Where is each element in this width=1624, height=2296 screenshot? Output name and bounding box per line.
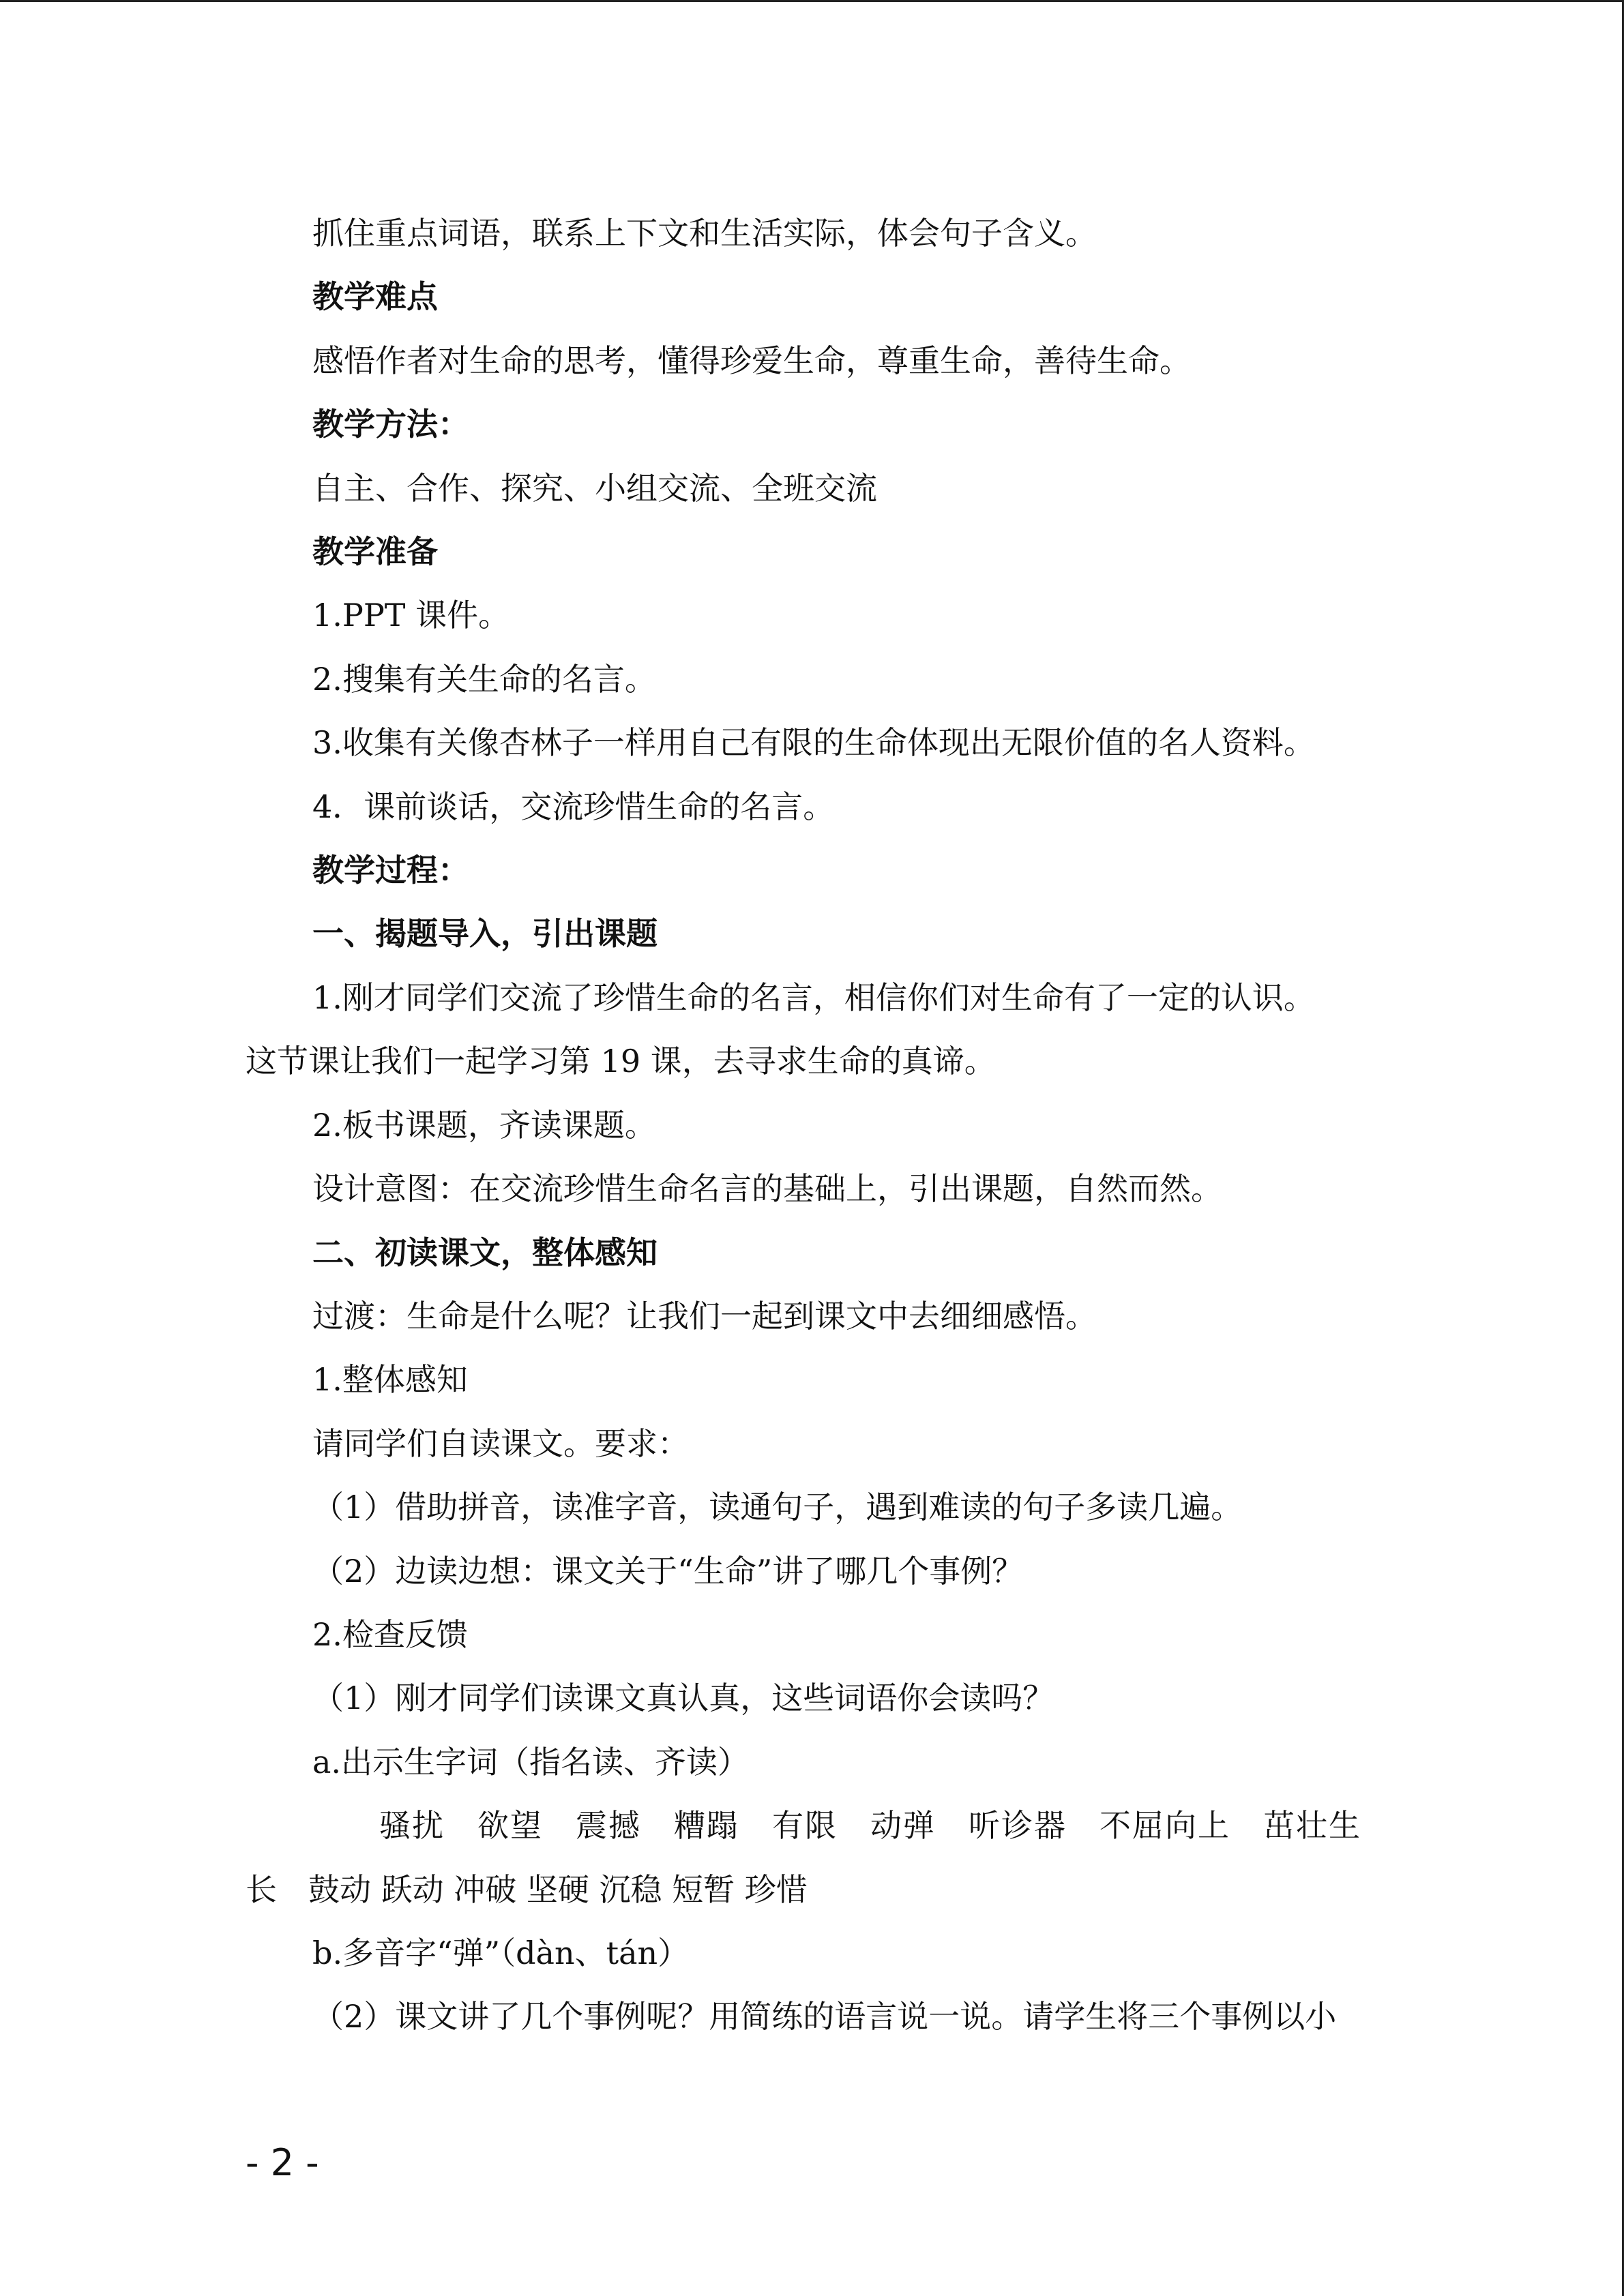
text-line: 抓住重点词语，联系上下文和生活实际，体会句子含义。 (312, 215, 1097, 252)
text-line: （2）边读边想：课文关于“生命”讲了哪几个事例？ (312, 1552, 1024, 1590)
text-line: b.多音字“弹”（dàn、tán） (312, 1934, 690, 1971)
list-item: 4．课前谈话，交流珍惜生命的名言。 (312, 788, 835, 825)
text-line: 2.检查反馈 (312, 1615, 468, 1653)
list-item: 1.PPT 课件。 (312, 597, 510, 634)
text-line: 2.板书课题，齐读课题。 (312, 1106, 656, 1144)
list-item: 2.搜集有关生命的名言。 (312, 660, 656, 698)
document-body (246, 202, 1378, 2049)
text-line-continued: 这节课让我们一起学习第 19 课，去寻求生命的真谛。 (246, 1043, 996, 1080)
text-line: 1.刚才同学们交流了珍惜生命的名言，相信你们对生命有了一定的认识。 (312, 979, 1315, 1016)
text-line: 1.整体感知 (312, 1361, 468, 1399)
text-line: 过渡：生命是什么呢？让我们一起到课文中去细细感悟。 (312, 1297, 1097, 1335)
text-line: 自主、合作、探究、小组交流、全班交流 (312, 469, 877, 507)
text-line: （1）借助拼音，读准字音，读通句子，遇到难读的句子多读几遍。 (312, 1489, 1243, 1526)
section-heading-1: 一、揭题导入，引出课题 (312, 915, 658, 953)
section-heading-2: 二、初读课文，整体感知 (312, 1234, 658, 1271)
vocabulary-line: 骚扰 欲望 震撼 糟蹋 有限 动弹 听诊器 不屈向上 茁壮生 (379, 1807, 1361, 1845)
text-line: a.出示生字词（指名读、齐读） (312, 1743, 750, 1780)
page-top-border (0, 0, 1624, 2)
text-line: （1）刚才同学们读课文真认真，这些词语你会读吗？ (312, 1680, 1054, 1717)
heading-methods: 教学方法： (312, 406, 469, 443)
vocabulary-line-continued: 长 鼓动 跃动 冲破 坚硬 沉稳 短暂 珍惜 (246, 1870, 808, 1908)
text-line: （2）课文讲了几个事例呢？用简练的语言说一说。请学生将三个事例以小 (312, 1998, 1337, 2036)
list-item: 3.收集有关像杏林子一样用自己有限的生命体现出无限价值的名人资料。 (312, 724, 1315, 762)
heading-process: 教学过程： (312, 852, 469, 889)
heading-difficulty: 教学难点 (312, 278, 438, 316)
design-intent: 设计意图：在交流珍惜生命名言的基础上，引出课题，自然而然。 (312, 1170, 1222, 1208)
text-line: 请同学们自读课文。要求： (312, 1425, 689, 1462)
text-line: 感悟作者对生命的思考，懂得珍爱生命，尊重生命，善待生命。 (312, 342, 1191, 379)
page-number: - 2 - (246, 2141, 319, 2184)
heading-preparation: 教学准备 (312, 533, 438, 571)
